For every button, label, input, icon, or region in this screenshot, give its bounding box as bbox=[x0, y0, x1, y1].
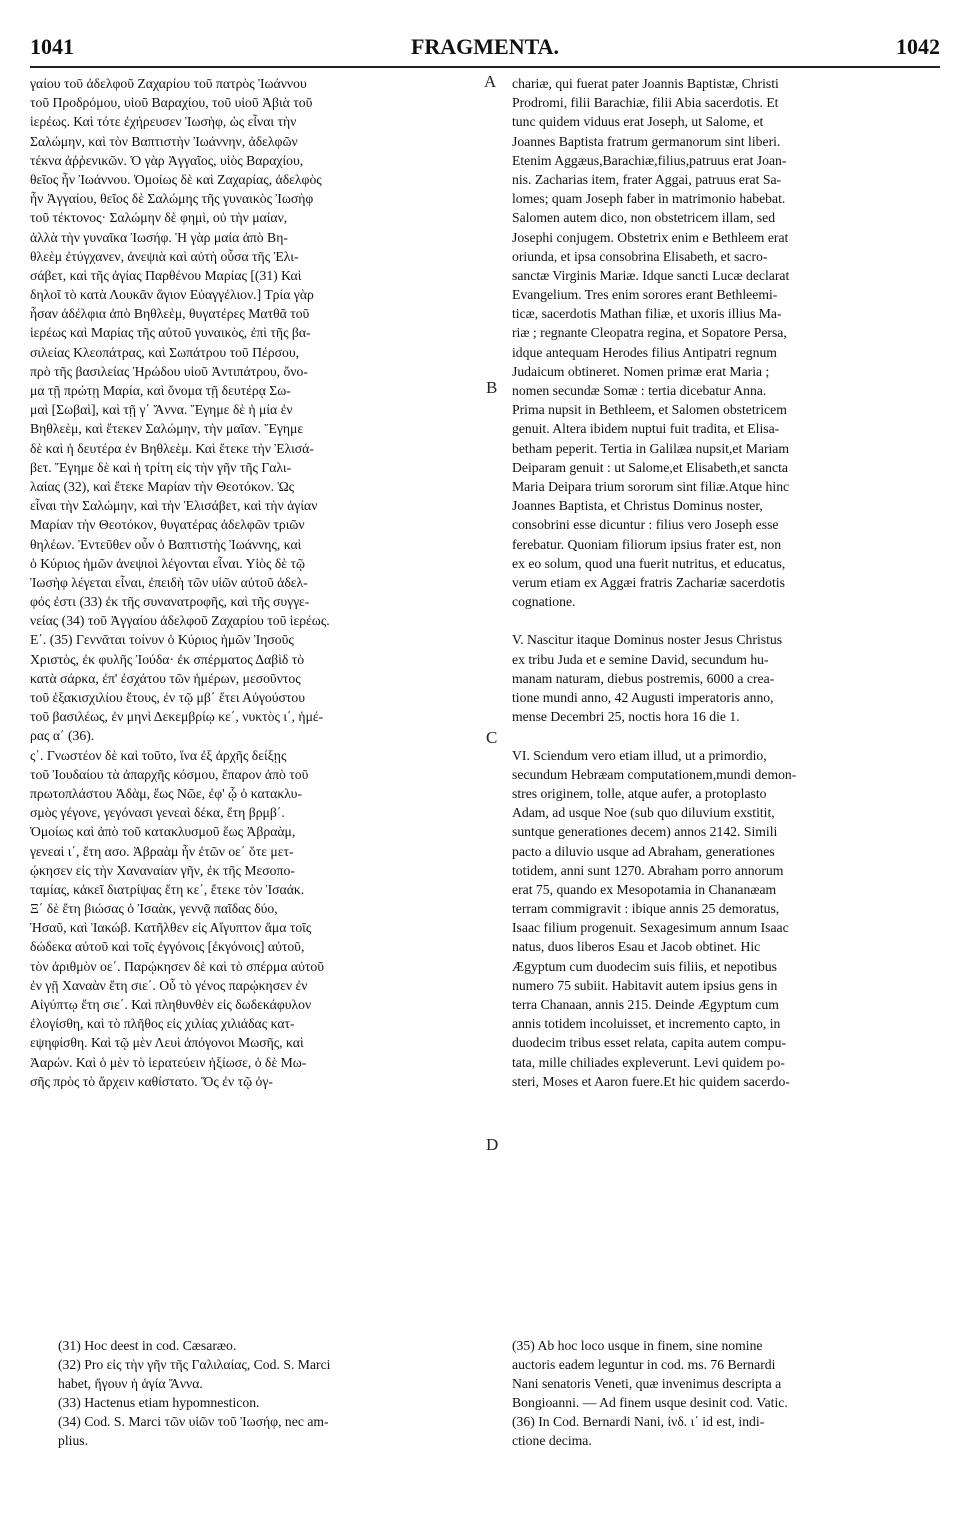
greek-text-line: Ε΄. (35) Γεννᾶται τοίνυν ὁ Κύριος ἡμῶν Ἰησοῦς bbox=[30, 632, 294, 648]
greek-text-line: Ξ΄ δὲ ἔτη βιώσας ὁ Ἰσαὰκ, γεννᾷ παῖδας δύο, bbox=[30, 901, 278, 917]
page-number-left: 1041 bbox=[30, 34, 74, 59]
latin-text-line: Ægyptum cum duodecim suis filiis, et nepotibus bbox=[512, 958, 777, 974]
latin-text-line: Prodromi, filii Barachiæ, filii Abia sacerdotis. Et bbox=[512, 95, 779, 111]
latin-text-line: suntque generationes decem) annos 2142. Simili bbox=[512, 824, 778, 840]
greek-text-line: ταμίας, κἀκεῖ διατρίψας ἔτη κε΄, ἔτεκε τὸν Ἰσαάκ. bbox=[30, 881, 305, 897]
latin-text-line: Judaicum obtineret. Nomen primæ erat Maria ; bbox=[512, 363, 770, 379]
greek-text-line: εἶναι τὴν Σαλώμην, καὶ τὴν Ἐλισάβετ, καὶ τὴν ἁγίαν bbox=[30, 498, 318, 514]
footnote-line: ctione decima. bbox=[512, 1433, 592, 1448]
section-marker-c: C bbox=[486, 728, 498, 747]
greek-text-line: σάβετ, καὶ τῆς ἁγίας Παρθένου Μαρίας [(31) Καὶ bbox=[30, 267, 302, 283]
latin-text-line: ex eo solum, quod una fuerit nutritus, et educatus, bbox=[512, 555, 786, 571]
footnote-line: plius. bbox=[58, 1433, 89, 1448]
latin-text-line: terram commigravit : ibique annis 25 demoratus, bbox=[512, 901, 780, 917]
latin-text-line: natus, duos liberos Esau et Jacob obtinet. Hic bbox=[512, 939, 761, 955]
section-marker-d: D bbox=[486, 1135, 499, 1154]
latin-text-line: erat 75, quando ex Mesopotamia in Chananæam bbox=[512, 881, 777, 897]
greek-text-line: ἦσαν ἀδέλφια ἀπὸ Βηθλεὲμ, θυγατέρες Ματθᾶ τοῦ bbox=[30, 306, 310, 322]
latin-text-line: annis totidem incoluisset, et incremento capto, in bbox=[512, 1016, 781, 1032]
latin-text-line: mense Decembri 25, noctis hora 16 die 1. bbox=[512, 709, 740, 725]
greek-text-line: τοῦ Ἰουδαίου τὰ ἀπαρχῆς κόσμου, ἔπαρον ἀπὸ τοῦ bbox=[30, 766, 309, 782]
latin-text-line: Adam, ad usque Noe (sub quo diluvium exstitit, bbox=[512, 805, 775, 821]
latin-text-line: numero 75 subiit. Habitavit autem ipsius gens in bbox=[512, 977, 778, 993]
greek-text-line: ρας α΄ (36). bbox=[30, 728, 95, 744]
latin-text-line: V. Nascitur itaque Dominus noster Jesus Christus bbox=[512, 632, 783, 648]
greek-text-line: σμὸς γέγονε, γεγόνασι γενεαὶ δέκα, ἔτη βρμβ΄. bbox=[30, 805, 285, 821]
greek-text-line: ῴκησεν εἰς τὴν Χαναναίαν γῆν, ἐκ τῆς Μεσοπο- bbox=[30, 862, 295, 878]
latin-text-line: totidem, anni sunt 1270. Abraham porro annorum bbox=[512, 862, 784, 878]
greek-text-line: εψηφίσθη. Καὶ τῷ μὲν Λευὶ ἀπόγονοι Μωσῆς, καὶ bbox=[30, 1035, 304, 1051]
footnote-line: (32) Pro εἰς τὴν γῆν τῆς Γαλιλαίας, Cod. S. Marci bbox=[58, 1357, 331, 1372]
latin-text-line: duodecim tribus esset relata, capita autem compu- bbox=[512, 1035, 787, 1051]
greek-text-line: ἦν Ἀγγαίου, θεῖος δὲ Σαλώμης τῆς γυναικὸς Ἰωσὴφ bbox=[30, 191, 314, 207]
greek-text-line: θεῖος ἦν Ἰωάννου. Ὁμοίως δὲ καὶ Ζαχαρίας, ἀδελφὸς bbox=[30, 171, 322, 187]
latin-text-line: cognatione. bbox=[512, 594, 576, 610]
latin-text-line: Deiparam genuit : ut Salome,et Elisabeth,et sancta bbox=[512, 459, 788, 475]
footnote-line: (31) Hoc deest in cod. Cæsaræo. bbox=[58, 1338, 237, 1353]
latin-text-line: VI. Sciendum vero etiam illud, ut a primordio, bbox=[512, 747, 767, 763]
greek-text-column bbox=[30, 74, 482, 1091]
greek-text-line: λαίας (32), καὶ ἔτεκε Μαρίαν τὴν Θεοτόκον. Ὡς bbox=[30, 478, 294, 494]
section-marker-b: B bbox=[486, 378, 498, 397]
greek-text-line: Ὁμοίως καὶ ἀπὸ τοῦ κατακλυσμοῦ ἕως Ἀβραὰμ, bbox=[30, 824, 296, 840]
greek-text-line: θλεὲμ ἐτύγχανεν, ἀνεψιὰ καὶ αὐτὴ οὖσα τῆς Ἐλι- bbox=[30, 248, 299, 264]
footnote-line: auctoris eadem leguntur in cod. ms. 76 Bernardi bbox=[512, 1357, 776, 1372]
latin-text-line: Salomen autem dico, non obstetricem illam, sed bbox=[512, 210, 776, 226]
footnote-line: (33) Hactenus etiam hypomnesticon. bbox=[58, 1395, 260, 1410]
latin-text-line: Joannes Baptista fratrum germanorum sint liberi. bbox=[512, 133, 781, 149]
latin-text-line: ferebatur. Quoniam filiorum ipsius frater est, non bbox=[512, 536, 782, 552]
greek-text-line: ἐν γῇ Χαναὰν ἔτη σιε΄. Οὗ τὸ γένος παρῴκησεν ἐν bbox=[30, 977, 308, 993]
latin-text-line: idque antequam Herodes filius Antipatri regnum bbox=[512, 344, 777, 360]
latin-text-column bbox=[512, 74, 940, 1091]
latin-text-line: verum etiam ex Aggæi fratris Zachariæ sacerdotis bbox=[512, 574, 785, 590]
greek-text-line: Σαλώμην, καὶ τὸν Βαπτιστὴν Ἰωάννην, ἀδελφῶν bbox=[30, 133, 298, 149]
latin-text-line: Evangelium. Tres enim sorores erant Bethleemi- bbox=[512, 287, 778, 303]
greek-text-line: γαίου τοῦ ἀδελφοῦ Ζαχαρίου τοῦ πατρὸς Ἰωάννου bbox=[30, 76, 307, 91]
latin-text-line: manam naturam, diebus postremis, 6000 a crea- bbox=[512, 670, 775, 686]
footnotes-right bbox=[512, 1336, 940, 1450]
greek-text-line: Αἰγύπτῳ ἔτη σιε΄. Καὶ πληθυνθὲν εἰς δωδεκάφυλον bbox=[30, 997, 312, 1012]
greek-text-line: πρὸ τῆς βασιλείας Ἡρώδου υἱοῦ Ἀντιπάτρου, ὄνο- bbox=[30, 363, 308, 379]
greek-text-line: θηλέων. Ἐντεῦθεν οὖν ὁ Βαπτιστὴς Ἰωάννης, καὶ bbox=[30, 536, 302, 552]
greek-text-line: Ἀαρών. Καὶ ὁ μὲν τὸ ἱερατεύειν ἠξίωσε, ὁ δὲ Μω- bbox=[30, 1054, 307, 1070]
latin-text-line: Etenim Aggæus,Barachiæ,filius,patruus erat Joan- bbox=[512, 152, 787, 168]
latin-text-line: sanctæ Virginis Mariæ. Idque sancti Lucæ declarat bbox=[512, 267, 790, 283]
latin-text-line: Josephi conjugem. Obstetrix enim e Bethleem erat bbox=[512, 229, 789, 245]
greek-text-line: ἱερέως. Καὶ τότε ἐχήρευσεν Ἰωσὴφ, ὡς εἶναι τὴν bbox=[30, 114, 297, 130]
greek-text-line: βετ. Ἔγημε δὲ καὶ ἡ τρίτη εἰς τὴν γῆν τῆς Γαλι- bbox=[30, 459, 292, 475]
greek-text-line: μαὶ [Σωβαὶ], καὶ τῇ γ΄ Ἄννα. Ἔγημε δὲ ἡ μία ἐν bbox=[30, 402, 293, 418]
greek-text-line: ἐλογίσθη, καὶ τὸ πλῆθος εἰς χιλίας χιλιάδας κατ- bbox=[30, 1016, 295, 1032]
greek-text-line: τοῦ βασιλέως, ἐν μηνὶ Δεκεμβρίῳ κε΄, νυκτὸς ι΄, ἡμέ- bbox=[30, 709, 324, 725]
latin-text-line: ticæ, sacerdotis Mathan filiæ, et uxoris illius Ma- bbox=[512, 306, 782, 322]
page-header bbox=[30, 34, 940, 62]
greek-text-line: Βηθλεὲμ, καὶ ἔτεκεν Σαλώμην, τὴν μαῖαν. Ἔγημε bbox=[30, 421, 304, 437]
greek-text-line: ς΄. Γνωστέον δὲ καὶ τοῦτο, ἵνα ἐξ ἀρχῆς δείξῃς bbox=[30, 747, 287, 763]
greek-text-line: τέκνα ἀῤῥενικῶν. Ὁ γὰρ Ἀγγαῖος, υἱὸς Βαραχίου, bbox=[30, 152, 304, 168]
greek-text-line: ὁ Κύριος ἡμῶν ἀνεψιοὶ λέγονται εἶναι. Υἱὸς δὲ τῷ bbox=[30, 555, 305, 571]
latin-text-line: Maria Deipara trium sororum sint filiæ.Atque hinc bbox=[512, 478, 790, 494]
greek-text-line: Χριστὸς, ἐκ φυλῆς Ἰούδα· ἐκ σπέρματος Δαβὶδ τὸ bbox=[30, 651, 305, 667]
latin-text-line: nis. Zacharias item, frater Aggai, patruus erat Sa- bbox=[512, 171, 782, 187]
footnotes-left bbox=[58, 1336, 478, 1450]
latin-text-line: betham peperit. Tertia in Galilæa nupsit,et Mariam bbox=[512, 440, 790, 456]
footnote-line: Nani senatoris Veneti, quæ invenimus descripta a bbox=[512, 1376, 782, 1391]
latin-text-line: chariæ, qui fuerat pater Joannis Baptistæ, Christi bbox=[512, 76, 779, 91]
greek-text-line: Μαρίαν τὴν Θεοτόκον, θυγατέρας ἀδελφῶν τριῶν bbox=[30, 517, 305, 533]
greek-text-line: Ἰωσὴφ λέγεται εἶναι, ἐπειδὴ τῶν υἱῶν αὐτοῦ ἀδελ- bbox=[30, 574, 308, 590]
footnote-line: habet, ἤγουν ἡ ἁγία Ἄννα. bbox=[58, 1376, 203, 1391]
greek-text-line: φός ἐστι (33) ἐκ τῆς συνανατροφῆς, καὶ τῆς συγγε- bbox=[30, 594, 310, 610]
greek-text-line: πρωτοπλάστου Ἀδὰμ, ἕως Νῶε, ἐφ' ᾧ ὁ κατακλυ- bbox=[30, 785, 302, 801]
latin-text-line: stres originem, tolle, atque aufer, a protoplasto bbox=[512, 785, 767, 801]
latin-text-line: terra Chanaan, annis 215. Deinde Ægyptum cum bbox=[512, 997, 779, 1012]
latin-text-line: Isaac filium progenuit. Sexagesimum annum Isaac bbox=[512, 920, 789, 936]
latin-text-line bbox=[512, 611, 940, 630]
latin-text-line: tata, mille chiliades expleverunt. Levi quidem po- bbox=[512, 1054, 785, 1070]
header-rule bbox=[30, 66, 940, 68]
greek-text-line: δώδεκα αὐτοῦ καὶ τοῖς ἐγγόνοις [ἐκγόνοις] αὐτοῦ, bbox=[30, 939, 305, 955]
greek-text-line: σιλείας Κλεοπάτρας, καὶ Σωπάτρου τοῦ Πέρσου, bbox=[30, 344, 300, 360]
latin-text-line: genuit. Altera ibidem nuptui fuit tradita, et Elisa- bbox=[512, 421, 780, 437]
latin-text-line: lomes; quam Joseph faber in matrimonio habebat. bbox=[512, 191, 786, 207]
footnote-line: (34) Cod. S. Marci τῶν υἱῶν τοῦ Ἰωσήφ, nec am- bbox=[58, 1414, 329, 1429]
greek-text-line: τοῦ Προδρόμου, υἱοῦ Βαραχίου, τοῦ υἱοῦ Ἀβιὰ τοῦ bbox=[30, 95, 313, 111]
greek-text-line: ἱερέως καὶ Μαρίας τῆς αὐτοῦ γυναικὸς, ἐπὶ τῆς βα- bbox=[30, 325, 311, 341]
latin-text-line: consobrini esse dicuntur : filius vero Joseph esse bbox=[512, 517, 779, 533]
latin-text-line: secundum Hebræam computationem,mundi demon- bbox=[512, 766, 797, 782]
greek-text-line: τοῦ τέκτονος· Σαλώμην δὲ φημὶ, οὐ τὴν μαίαν, bbox=[30, 210, 288, 226]
greek-text-line: τοῦ ἑξακισχιλίου ἔτους, ἐν τῷ μβ΄ ἔτει Αὐγούστου bbox=[30, 690, 306, 705]
greek-text-line: μα τῇ πρώτῃ Μαρία, καὶ ὄνομα τῇ δευτέρᾳ Σω- bbox=[30, 383, 291, 398]
footnote-line: (36) In Cod. Bernardi Nani, ἰνδ. ι΄ id est, indi- bbox=[512, 1414, 765, 1429]
latin-text-line: pacto a diluvio usque ad Abraham, generationes bbox=[512, 843, 775, 859]
footnote-line: (35) Ab hoc loco usque in finem, sine nomine bbox=[512, 1338, 763, 1353]
latin-text-line: Joannes Baptista, et Christus Dominus noster, bbox=[512, 498, 763, 514]
latin-text-line: oriunda, et ipsa consobrina Elisabeth, et sacro- bbox=[512, 248, 768, 264]
latin-text-line: nomen secundæ Somæ : tertia dicebatur Anna. bbox=[512, 383, 767, 398]
latin-text-line: riæ ; regnante Cleopatra regina, et Sopatore Persa, bbox=[512, 325, 787, 341]
latin-text-line: steri, Moses et Aaron fuere.Et hic quidem sacerdo- bbox=[512, 1073, 790, 1089]
greek-text-line: τὸν ἀριθμὸν οε΄. Παρῴκησεν δὲ καὶ τὸ σπέρμα αὐτοῦ bbox=[30, 958, 324, 974]
footnote-line: Bongioanni. — Ad finem usque desinit cod. Vatic. bbox=[512, 1395, 788, 1410]
latin-text-line: tunc quidem viduus erat Joseph, ut Salome, et bbox=[512, 114, 764, 130]
latin-text-line: ex tribu Juda et e semine David, secundum hu- bbox=[512, 651, 769, 667]
greek-text-line: γενεαὶ ι΄, ἔτη ασο. Ἀβραὰμ ἦν ἐτῶν οε΄ ὅτε μετ- bbox=[30, 843, 294, 859]
greek-text-line: ἀλλὰ τὴν γυναῖκα Ἰωσήφ. Ἡ γὰρ μαία ἀπὸ Βη- bbox=[30, 229, 288, 245]
section-marker-a: A bbox=[484, 72, 497, 91]
page-number-right: 1042 bbox=[896, 34, 940, 59]
running-title: FRAGMENTA. bbox=[410, 34, 560, 59]
latin-text-line: Prima nupsit in Bethleem, et Salomen obstetricem bbox=[512, 402, 787, 418]
greek-text-line: νείας (34) τοῦ Ἀγγαίου ἀδελφοῦ Ζαχαρίου τοῦ ἱερέως. bbox=[30, 613, 330, 629]
greek-text-line: κατὰ σάρκα, ἐπ' ἐσχάτου τῶν ἡμέρων, μεσοῦντος bbox=[30, 670, 301, 686]
latin-text-line bbox=[512, 726, 940, 745]
greek-text-line: σῆς πρὸς τὸ ἄρχειν καθίστατο. Ὅς ἐν τῷ ὀγ- bbox=[30, 1073, 273, 1089]
latin-text-line: tione mundi anno, 42 Augusti imperatoris anno, bbox=[512, 690, 774, 705]
greek-text-line: Ἡσαῦ, καὶ Ἰακώβ. Κατῆλθεν εἰς Αἴγυπτον ἅμα τοῖς bbox=[30, 920, 312, 936]
greek-text-line: δηλοῖ τὸ κατὰ Λουκᾶν ἅγιον Εὐαγγέλιον.] Τρία γὰρ bbox=[30, 287, 314, 303]
greek-text-line: δὲ καὶ ἡ δευτέρα ἐν Βηθλεὲμ. Καὶ ἔτεκε τὴν Ἐλισά- bbox=[30, 440, 314, 456]
